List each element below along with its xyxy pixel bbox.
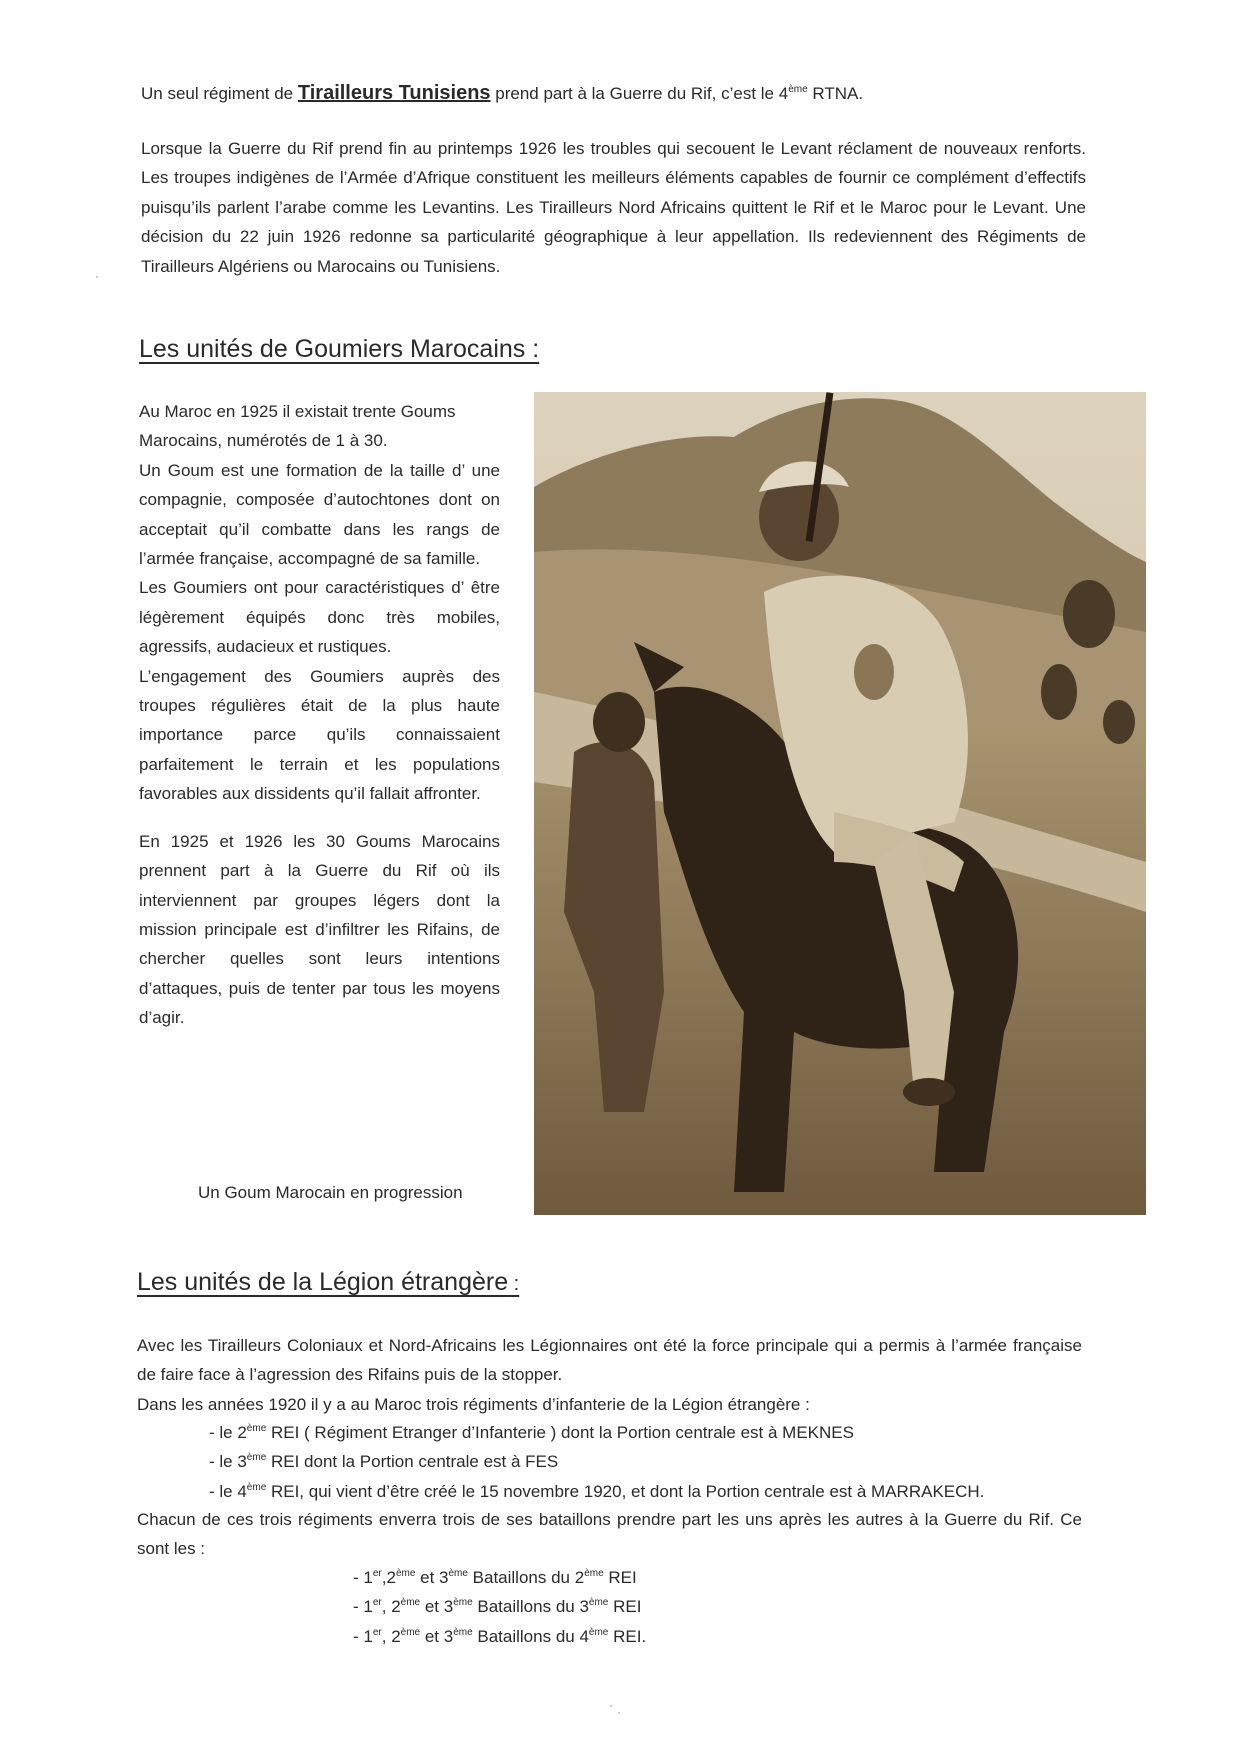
battalion-item-2rei: - 1er,2ème et 3ème Bataillons du 2ème REI [353,1568,637,1587]
goumiers-para-3: Les Goumiers ont pour caractéristiques d’ être légèrement équipés donc très mobiles, agressifs, audacieux et rustiques. [139,578,500,657]
para-levant: Lorsque la Guerre du Rif prend fin au printemps 1926 les troubles qui secouent le Levant réclament de nouveaux renforts. Les troupes indigènes de l’Armée d’Afrique constituent les meilleurs éléments capables de fournir ce complément d’effectifs puisqu’ils parlent l’arabe comme les Levantins. Les Tirailleurs Nord Africains quittent le Rif et le Maroc pour le Levant. Une décision du 22 juin 1926 redonne sa particularité géographique à leur appellation. Ils redeviennent des Régiments de Tirailleurs Algériens ou Marocains ou Tunisiens. [141,139,1086,276]
legion-para-2: Dans les années 1920 il y a au Maroc trois régiments d’infanterie de la Légion étrangère : [137,1395,810,1414]
regiment-item-4: - le 4ème REI, qui vient d’être créé le 15 novembre 1920, et dont la Portion centrale est à MARRAKECH. [209,1481,985,1501]
battalion-item-3rei: - 1er, 2ème et 3ème Bataillons du 3ème REI [353,1597,642,1617]
legion-para-1: Avec les Tirailleurs Coloniaux et Nord-Africains les Légionnaires ont été la force principale qui a permis à l’armée française de faire face à l’agression des Rifains puis de la stopper. [137,1336,1082,1385]
photo-caption: Un Goum Marocain en progression [198,1183,463,1202]
legion-para-3: Chacun de ces trois régiments enverra trois de ses bataillons prendre part les uns après les autres à la Guerre du Rif. Ce sont les : [137,1510,1082,1559]
goumiers-heading: Les unités de Goumiers Marocains : [139,335,540,363]
legion-heading: Les unités de la Légion étrangère : [137,1268,520,1296]
goumiers-para-5: En 1925 et 1926 les 30 Goums Marocains prennent part à la Guerre du Rif où ils interviennent par groupes légers dont la mission principale est d’infiltrer les Rifains, de chercher quelles sont leurs intentions d’attaques, puis de tenter par tous les moyens d’agir. [139,831,500,1028]
regiment-item-2: - le 2ème REI ( Régiment Etranger d’Infanterie ) dont la Portion centrale est à MEKNES [209,1423,854,1442]
goumiers-para-2: Un Goum est une formation de la taille d’ une compagnie, composée d’autochtones dont on acceptait qu’il combatte dans les rangs de l’armée française, accompagné de sa famille. [139,460,500,569]
intro-line: Un seul régiment de Tirailleurs Tunisiens prend part à la Guerre du Rif, c’est le 4ème RTNA. [141,82,864,104]
goumiers-text-column [139,397,500,1033]
goum-photo-drawing [534,392,1146,1215]
regiment-list [209,1418,984,1506]
goum-photo [534,392,1146,1215]
battalion-item-4rei: - 1er, 2ème et 3ème Bataillons du 4ème REI. [353,1626,647,1646]
battalion-list [353,1563,646,1651]
goumiers-para-4: L’engagement des Goumiers auprès des troupes régulières était de la plus haute importance parce qu’ils connaissaient parfaitement le terrain et les populations favorables aux dissidents qu’il fallait affronter. [139,666,500,804]
regiment-item-3: - le 3ème REI dont la Portion centrale est à FES [209,1452,559,1472]
tirailleurs-tunisiens-link: Tirailleurs Tunisiens [297,82,491,104]
goumiers-para-1: Au Maroc en 1925 il existait trente Goums Marocains, numérotés de 1 à 30. [139,402,456,451]
